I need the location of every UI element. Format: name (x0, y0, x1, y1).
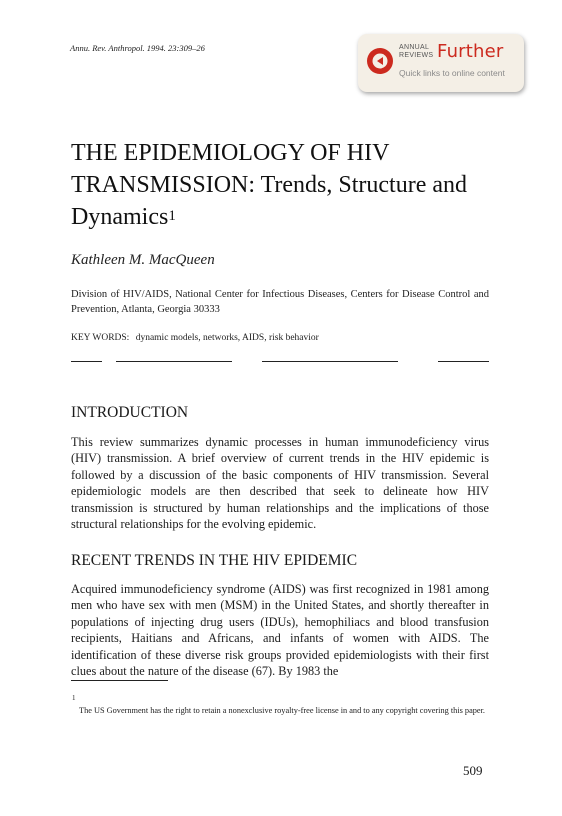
introduction-paragraph: This review summarizes dynamic processes in human immunodeficiency virus (HIV) transmission. A brief overview of current trends in the HIV epidemic is followed by a discussion of the basic components of HIV transmission. Several epidemiologic models are then described that seek to delineate how HIV transmission is structured by human relationships and the implications of those structural relationships for the evolving epidemic. (71, 435, 489, 532)
keywords-list: dynamic models, networks, AIDS, risk behavior (135, 333, 319, 343)
annual-word: ANNUAL (399, 44, 430, 51)
further-word: Further (437, 41, 504, 62)
footnote-text: The US Government has the right to retain a nonexclusive royalty-free license in and to any copyright covering this paper. (79, 706, 485, 715)
article-title (71, 137, 511, 236)
section-heading-recent-trends: RECENT TRENDS IN THE HIV EPIDEMIC (71, 552, 358, 569)
page-number: 509 (463, 763, 483, 778)
annual-reviews-further-banner[interactable] (358, 34, 524, 92)
footnote-mark: 1 (72, 694, 76, 702)
reviews-word: REVIEWS (399, 52, 434, 59)
divider-gap (102, 359, 116, 363)
author-affiliation: Division of HIV/AIDS, National Center for Infectious Diseases, Centers for Disease Control and Prevention, Atlanta, Georgia 30333 (71, 289, 489, 315)
article-title-text: THE EPIDEMIOLOGY OF HIV TRANSMISSION: Trends, Structure and Dynamics (71, 140, 468, 230)
footnote-divider (71, 680, 168, 681)
section-heading-introduction: INTRODUCTION (71, 404, 189, 421)
title-footnote-mark[interactable]: 1 (168, 208, 176, 224)
journal-reference: Annu. Rev. Anthropol. 1994. 23:309–26 (70, 43, 205, 53)
divider-gap (398, 359, 438, 363)
keywords-label: KEY WORDS: (71, 333, 130, 343)
annual-reviews-label (399, 44, 433, 60)
author-name: Kathleen M. MacQueen (71, 252, 215, 268)
divider-gap (232, 359, 262, 363)
keywords-line (71, 333, 319, 343)
annual-reviews-logo-icon (366, 47, 394, 75)
further-tagline: Quick links to online content (399, 68, 505, 78)
recent-trends-paragraph: Acquired immunodeficiency syndrome (AIDS) was first recognized in 1981 among men who have sex with men (MSM) in the United States, and shortly thereafter in populations of injecting drug users (IDUs), hemophiliacs and blood transfusion recipients, Haitians and Africans, and infants of women with AIDS. The identification of these diverse risk groups provided epidemiologists with their first clues about the nature of the disease (67). By 1983 the (71, 582, 489, 679)
